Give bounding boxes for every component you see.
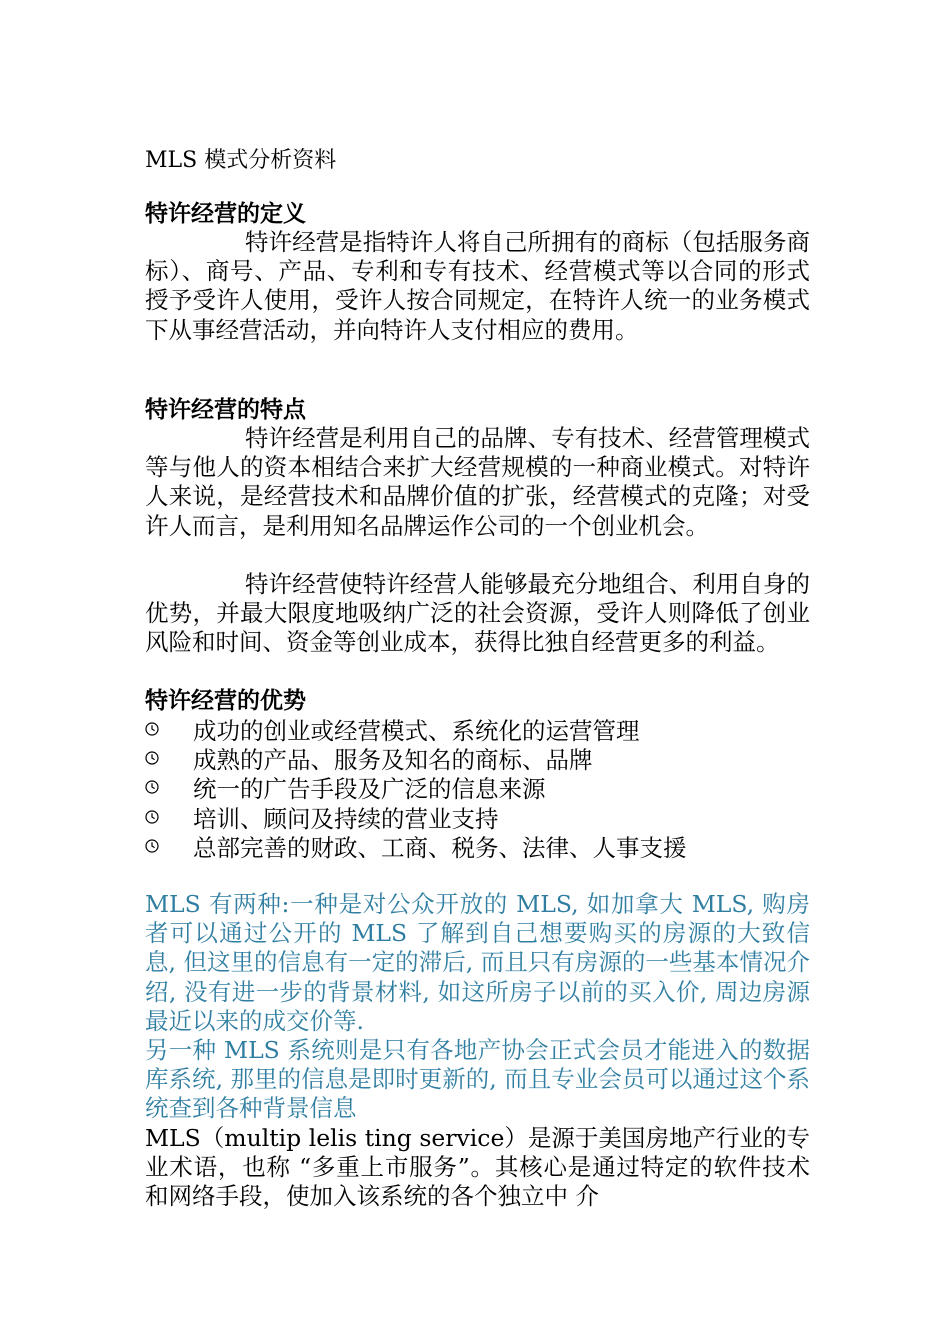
list-item-text: 培训、顾问及持续的营业支持 [193, 804, 499, 833]
clock-icon [145, 722, 159, 736]
paragraph-mls-member-system: 另一种 MLS 系统则是只有各地产协会正式会员才能进入的数据库系统, 那里的信息是即时更新的, 而且专业会员可以通过这个系统查到各种背景信息 [145, 1036, 810, 1123]
list-item [145, 832, 687, 861]
paragraph-definition: 特许经营是指特许人将自己所拥有的商标（包括服务商标）、商号、产品、专利和专有技术、经营模式等以合同的形式授予受许人使用，受许人按合同规定，在特许人统一的业务模式下从事经营活动，并向特许人支付相应的费用。 [145, 228, 810, 344]
list-item [145, 773, 687, 802]
paragraph-mls-definition: MLS（multip lelis ting service）是源于美国房地产行业的专业术语，也称 “多重上市服务”。其核心是通过特定的软件技术和网络手段，使加入该系统的各个独立中 介 [145, 1124, 810, 1211]
paragraph-mls-types: MLS 有两种:一种是对公众开放的 MLS, 如加拿大 MLS, 购房者可以通过公开的 MLS 了解到自己想要购买的房源的大致信息, 但这里的信息有一定的滞后, 而且只有房源的一些基本情况介绍, 没有进一步的背景材料, 如这所房子以前的买入价, 周边房源最近以来的成交价等. [145, 890, 810, 1035]
clock-icon [145, 839, 159, 853]
list-item [145, 802, 687, 831]
document-title: MLS 模式分析资料 [145, 148, 337, 173]
list-item-text: 总部完善的财政、工商、税务、法律、人事支援 [193, 834, 687, 863]
heading-definition: 特许经营的定义 [145, 201, 306, 227]
heading-features: 特许经营的特点 [145, 397, 306, 423]
list-item [145, 714, 687, 743]
advantages-list [145, 714, 687, 861]
clock-icon [145, 751, 159, 765]
clock-icon [145, 810, 159, 824]
paragraph-features-2: 特许经营使特许经营人能够最充分地组合、利用自身的优势，并最大限度地吸纳广泛的社会资源，受许人则降低了创业风险和时间、资金等创业成本，获得比独自经营更多的利益。 [145, 570, 810, 657]
paragraph-features-1: 特许经营是利用自己的品牌、专有技术、经营管理模式等与他人的资本相结合来扩大经营规模的一种商业模式。对特许人来说，是经营技术和品牌价值的扩张，经营模式的克隆；对受许人而言，是利用知名品牌运作公司的一个创业机会。 [145, 424, 810, 540]
list-item [145, 743, 687, 775]
heading-advantages: 特许经营的优势 [145, 688, 306, 714]
clock-icon [145, 780, 159, 794]
list-item-text: 成功的创业或经营模式、系统化的运营管理 [193, 716, 640, 745]
list-item-text: 统一的广告手段及广泛的信息来源 [193, 775, 546, 804]
list-item-text: 成熟的产品、服务及知名的商标、品牌 [193, 746, 593, 775]
